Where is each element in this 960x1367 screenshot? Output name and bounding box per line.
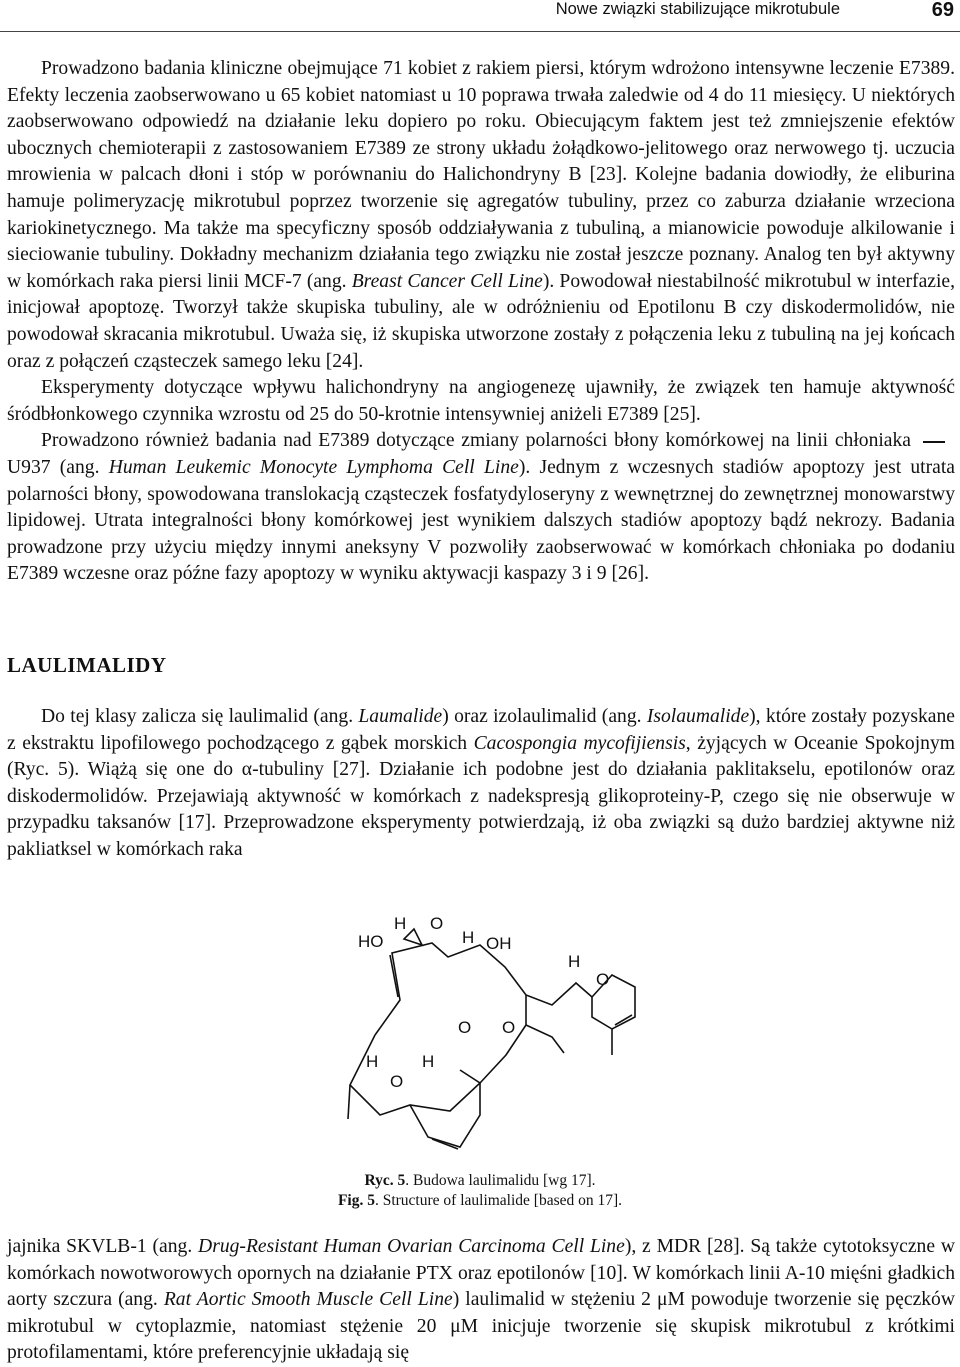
figure-caption-pl <box>0 1171 960 1191</box>
atom-label: H <box>422 1052 435 1071</box>
atom-label: O <box>458 1018 472 1037</box>
paragraph-continuation <box>7 1234 955 1367</box>
caption-text: . Structure of laulimalide [based on 17]. <box>374 1192 623 1209</box>
italic-term: Rat Aortic Smooth Muscle Cell Line <box>163 1289 453 1311</box>
italic-term: Cacospongia mycofijiensis <box>473 732 686 754</box>
atom-label: H <box>462 928 475 947</box>
body-text-top <box>7 56 955 588</box>
text-run: ). Jednym z wczesnych stadiów apoptozy jest utrata polarności błony, spowodowana translokacją cząsteczek fosfatydyloseryny z wewnętrznej do zewnętrznej monowarstwy lipidowej. Utrata integralności błony komórkowej jest wynikiem dalszych stadiów apoptozy bądź nekrozy. Badania prowadzone przy użyciu między innymi aneksyny V pozwoliły zaobserwować w komórkach chłoniaka po dodaniu E7389 wczesne oraz późne fazy apoptozy w wyniku aktywacji kaspazy 3 i 9 [26]. <box>7 456 955 585</box>
atom-labels <box>358 914 609 1091</box>
italic-term: Human Leukemic Monocyte Lymphoma Cell Line <box>108 456 519 478</box>
body-text-bottom <box>7 1234 955 1367</box>
text-run: Eksperymenty dotyczące wpływu halichondryny na angiogenezę ujawniły, że związek ten hamuje aktywność śródbłonkowego czynnika wzrostu od 25 do 50-krotnie intensywniej aniżeli E7389 [25]. <box>7 377 955 425</box>
atom-label: H <box>568 952 581 971</box>
paragraph-lymphoma <box>7 428 955 588</box>
text-run: ) laulimalid w stężeniu 2 μM powoduje tworzenie się pęczków mikrotubul w cytoplazmie, natomiast stężenie 20 μM inicjuje tworzenie się skupisk mikrotubul z krótkimi protofilamentami, które preferencyjnie układają się <box>7 1289 956 1364</box>
atom-label: O <box>502 1018 516 1037</box>
italic-term: Drug-Resistant Human Ovarian Carcinoma Cell Line <box>198 1236 625 1257</box>
atom-label: H <box>394 914 407 933</box>
italic-term: Isolaumalide <box>646 706 750 727</box>
text-run: ), z MDR [28]. Są także cytotoksyczne w komórkach nowotworowych opornych na działanie PTX oraz epotilonów [10]. W komórkach linii A-10 mięśni gładkich aorty szczura (ang. <box>7 1236 955 1311</box>
atom-label: HO <box>358 932 384 951</box>
text-run: , żyjących w Oceanie Spokojnym (Ryc. 5). Wiążą się one do α-tubuliny [27]. Działanie ich podobne jest do działania paklitakselu, epotilonów oraz diskodermolidów. Przejawiają aktywność w komórkach z nadekspresją glikoproteiny-P, czego się nie obserwuje w przypadku taksanów [17]. Przeprowadzone eksperymenty potwierdzają, iż oba związki są dużo bardziej aktywne niż pakliatksel w komórkach raka <box>7 732 955 860</box>
atom-label: O <box>596 970 610 989</box>
text-run: ), które zostały pozyskane z ekstraktu lipofilowego pochodzącego z gąbek morskich <box>7 706 955 754</box>
atom-label: O <box>390 1072 404 1091</box>
text-run: jajnika SKVLB-1 (ang. <box>7 1236 199 1257</box>
section-heading: LAULIMALIDY <box>7 653 167 677</box>
text-run: Prowadzono również badania nad E7389 dotyczące zmiany polarności błony komórkowej na linii chłoniaka <box>41 430 911 452</box>
atom-label: H <box>366 1052 379 1071</box>
laulimalide-structure-figure <box>330 905 650 1170</box>
running-title: Nowe związki stabilizujące mikrotubule <box>555 0 840 18</box>
atom-label: OH <box>486 934 512 953</box>
caption-text: . Budowa laulimalidu [wg 17]. <box>405 1172 596 1189</box>
caption-label: Fig. 5 <box>337 1192 375 1209</box>
bond-lines <box>348 929 635 1149</box>
text-run: U937 (ang. <box>7 456 109 478</box>
dash <box>923 441 945 443</box>
italic-term: Breast Cancer Cell Line <box>351 270 543 292</box>
text-run: ). Powodował niestabilność mikrotubul w interfazie, inicjował apoptozę. Tworzył także skupiska tubuliny, ale w odróżnieniu od Epotilonu B czy diskodermolidów, nie powodował skracania mikrotubul. Uważa się, iż skupiska utworzone zostały z połączenia leku z tubuliną na jej końcach oraz z połączeń cząsteczek samego leku [24]. <box>7 270 956 372</box>
page-number: 69 <box>931 0 954 21</box>
text-run: Do tej klasy zalicza się laulimalid (ang. <box>41 706 359 727</box>
page-header <box>0 0 960 32</box>
caption-label: Ryc. 5 <box>364 1172 406 1189</box>
paragraph-laulimalides <box>7 704 955 864</box>
figure-caption-en <box>0 1191 960 1211</box>
italic-term: Laumalide <box>358 706 443 727</box>
atom-label: O <box>430 914 444 933</box>
text-run: ) oraz izolaulimalid (ang. <box>442 706 647 727</box>
paragraph-e7389-clinical <box>7 56 955 375</box>
chemical-structure-drawing <box>330 905 650 1170</box>
body-text-mid <box>7 704 955 864</box>
paragraph-angiogenesis <box>7 375 955 428</box>
text-run: Prowadzono badania kliniczne obejmujące 71 kobiet z rakiem piersi, którym wdrożono intensywne leczenie E7389. Efekty leczenia zaobserwowano u 65 kobiet natomiast u 10 poprawa trwała zaledwie od 4 do 11 miesięcy. U niektórych zaobserwowano odpowiedź na działanie leku dopiero po roku. Obiecującym faktem jest też zmniejszenie efektów ubocznych chemioterapii z zastosowaniem E7389 ze strony układu żołądkowo-jelitowego oraz nerwowego tj. uczucia mrowienia w palcach dłoni i stóp w porównaniu do Halichondryny B [23]. Kolejne badania dowiodły, że eliburina hamuje polimeryzację mikrotubul poprzez tworzenie się agregatów tubuliny, przez co zaburza działanie wrzeciona kariokinetycznego. Ma także ma specyficzny sposób oddziaływania z tubuliną, a mianowicie powoduje alkilowanie i sieciowanie tubuliny. Dokładny mechanizm działania tego związku nie został jeszcze poznany. Analog ten był aktywny w komórkach raka piersi linii MCF-7 (ang. <box>7 58 955 292</box>
